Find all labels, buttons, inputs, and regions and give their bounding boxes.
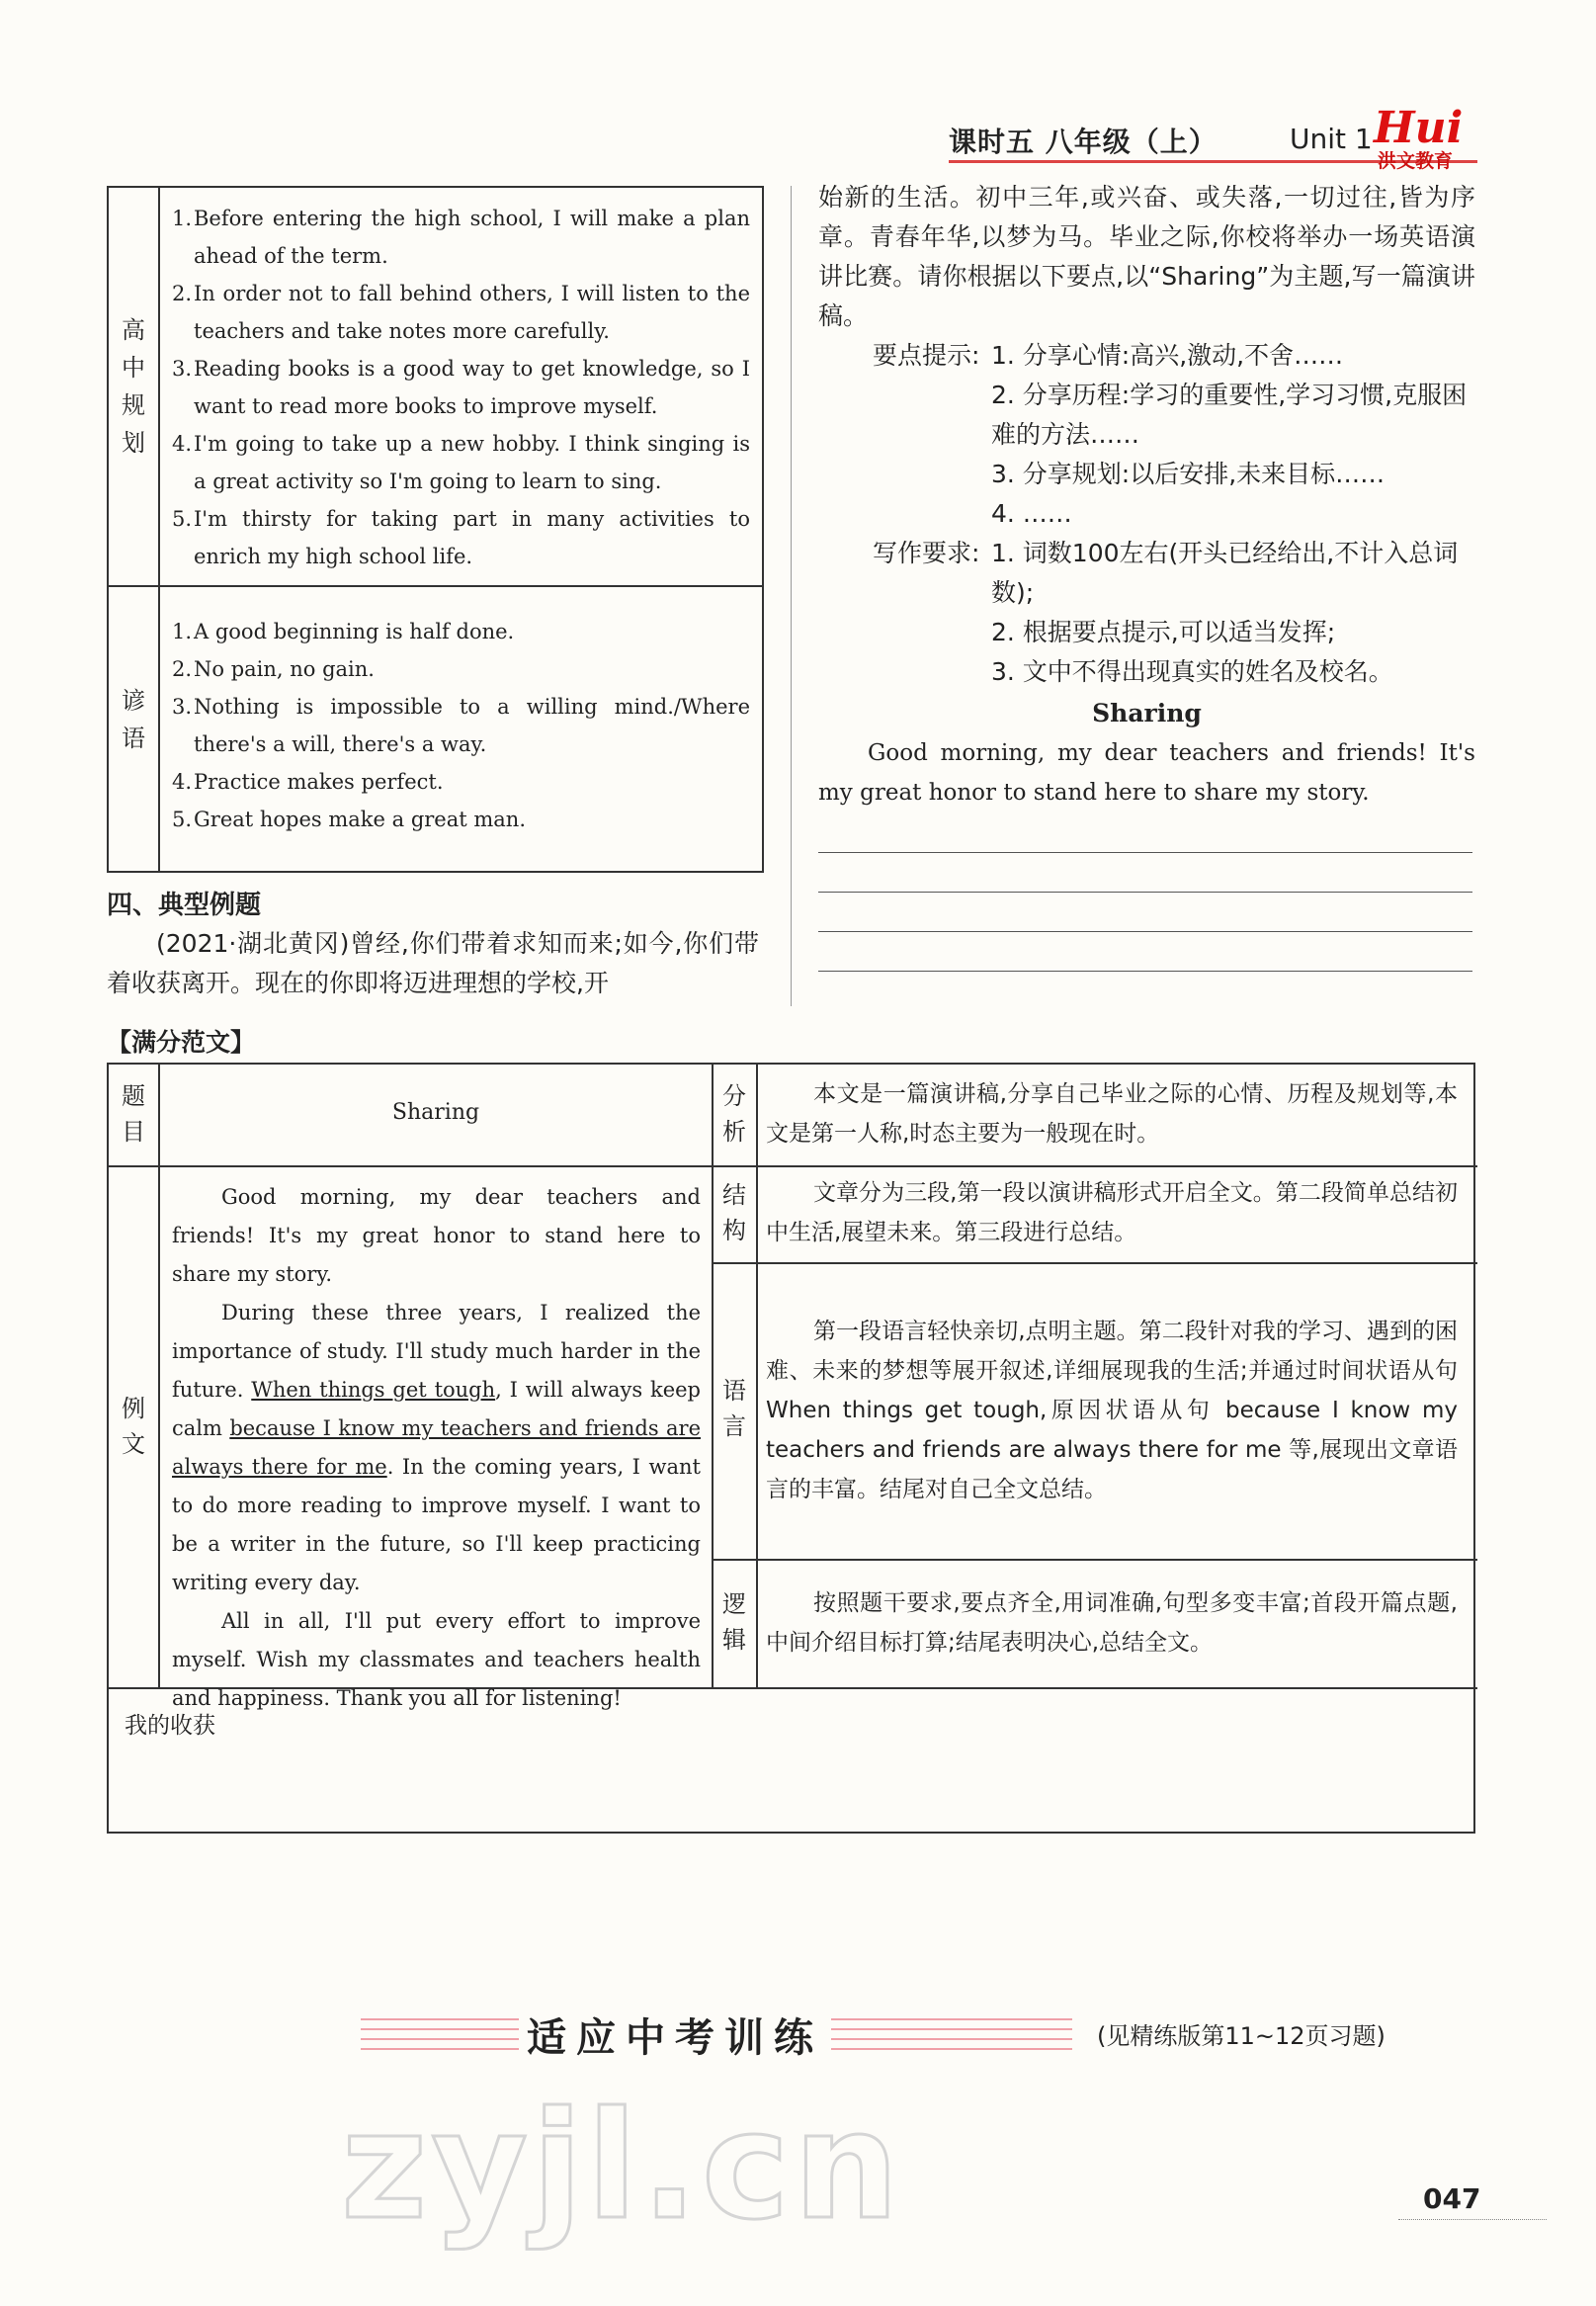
grid-line	[712, 1559, 1477, 1561]
list-item	[172, 200, 750, 275]
list-item: 1. 词数100左右(开头已经给出,不计入总词数);	[991, 539, 1459, 607]
item-text: Before entering the high school, I will make a plan ahead of the term.	[194, 207, 750, 268]
list-item	[172, 763, 750, 801]
model-essay	[172, 1178, 701, 1718]
list-item	[172, 650, 750, 688]
phrase-table	[107, 186, 764, 873]
analysis-label-text: 分析	[722, 1082, 746, 1146]
underlined-clause: because I know my teachers and friends are always there for me	[172, 1416, 701, 1479]
language-text: 第一段语言轻快亲切,点明主题。第二段针对我的学习、遇到的困难、未来的梦想等展开叙述,详细展现我的生活;并通过时间状语从句 When things get tough,原因状语从句 because I know my teachers and friends are always there for me 等,展现出文章语言的丰富。结尾对自己全文总结。	[766, 1319, 1458, 1502]
grid-line	[712, 1065, 714, 1687]
item-text: Reading books is a good way to get knowledge, so I want to read more books to improve myself.	[194, 357, 750, 418]
item-text: I'm going to take up a new hobby. I think singing is a great activity so I'm going to learn to sing.	[194, 432, 750, 493]
section-title: 四、典型例题	[107, 891, 262, 920]
item-text: Great hopes make a great man.	[194, 808, 526, 831]
writing-task	[818, 178, 1475, 812]
grid-line	[109, 1165, 712, 1167]
item-text: In order not to fall behind others, I will listen to the teachers and take notes more carefully.	[194, 282, 750, 343]
training-note: (见精练版第11~12页习题)	[1097, 2022, 1386, 2050]
requirements-block	[818, 534, 1475, 692]
brand-name: 洪文教育	[1378, 150, 1454, 172]
plan-label-text: 高中规划	[122, 316, 145, 457]
essay-text-segment: . In the coming years, I want to do more reading to improve myself. I want to be a writer in the future, so I'll keep practicing writing every day.	[172, 1455, 701, 1594]
list-item	[172, 801, 750, 838]
writing-line[interactable]	[818, 892, 1472, 893]
my-harvest-label: 我的收获	[125, 1713, 215, 1739]
item-number: 1.	[172, 620, 193, 643]
language-label-text: 语言	[722, 1377, 746, 1440]
grid-line	[158, 1065, 160, 1687]
proverb-list	[172, 613, 750, 838]
page-number: 047	[1423, 2182, 1481, 2215]
grid-line	[756, 1065, 758, 1687]
plan-list	[172, 200, 750, 575]
writing-line[interactable]	[818, 852, 1472, 853]
list-item	[172, 425, 750, 500]
watermark: zyjl.cn	[341, 2081, 903, 2253]
title-label-text: 题目	[122, 1082, 145, 1146]
publisher-logo	[1374, 103, 1492, 172]
example-label-text: 例文	[122, 1395, 145, 1458]
item-number: 3.	[172, 357, 193, 381]
structure-label-text: 结构	[722, 1181, 746, 1244]
item-text: No pain, no gain.	[194, 657, 375, 681]
essay-paragraph: Good morning, my dear teachers and friends! It's my great honor to stand here to share my story.	[172, 1185, 701, 1286]
essay-paragraph: All in all, I'll put every effort to improve myself. Wish my classmates and teachers health and happiness. Thank you all for listening!	[172, 1609, 701, 1710]
list-item: 2. 分享历程:学习的重要性,学习习惯,克服困难的方法……	[991, 381, 1468, 449]
language-label	[714, 1373, 754, 1444]
logo-mark: Hui	[1374, 103, 1464, 153]
underlined-clause: When things get tough	[251, 1378, 496, 1402]
list-item	[172, 613, 750, 650]
structure-label	[714, 1177, 754, 1248]
grid-line	[712, 1165, 1477, 1167]
requirements-label: 写作要求:	[873, 539, 980, 567]
list-item	[172, 688, 750, 763]
essay-paragraph	[172, 1294, 701, 1602]
item-number: 3.	[172, 695, 193, 719]
logic-text: 按照题干要求,要点齐全,用词准确,句型多变丰富;首段开篇点题,中间介绍目标打算;结尾表明决心,总结全文。	[766, 1590, 1458, 1656]
model-essay-table	[107, 1063, 1475, 1834]
points-block	[818, 336, 1475, 534]
grid-line	[712, 1262, 1477, 1264]
section-body: (2021·湖北黄冈)曾经,你们带着求知而来;如今,你们带着收获离开。现在的你即将迈进理想的学校,开	[107, 929, 759, 997]
writing-line[interactable]	[818, 931, 1472, 932]
task-intro: 始新的生活。初中三年,或兴奋、或失落,一切过往,皆为序章。青春年华,以梦为马。毕业之际,你校将举办一场英语演讲比赛。请你根据以下要点,以“Sharing”为主题,写一篇演讲稿。	[818, 183, 1475, 330]
page-number-rule	[1398, 2219, 1547, 2221]
table-column-divider	[158, 188, 160, 871]
list-item	[172, 350, 750, 425]
model-essay-label: 【满分范文】	[107, 1028, 256, 1057]
list-item: 4. ……	[991, 499, 1072, 528]
item-number: 4.	[172, 770, 193, 794]
item-number: 2.	[172, 657, 193, 681]
item-text: I'm thirsty for taking part in many activities to enrich my high school life.	[194, 507, 750, 568]
essay-opening: Good morning, my dear teachers and friends! It's my great honor to stand here to share my story.	[818, 740, 1475, 806]
list-item: 2. 根据要点提示,可以适当发挥;	[991, 618, 1336, 646]
item-text: Practice makes perfect.	[194, 770, 444, 794]
essay-topic: Sharing	[391, 1100, 480, 1125]
lesson-title: 课时五 八年级（上）	[949, 126, 1218, 158]
item-text: Nothing is impossible to a willing mind./Where there's a will, there's a way.	[194, 695, 750, 756]
writing-line[interactable]	[818, 971, 1472, 972]
unit-label: Unit 1	[1290, 123, 1373, 155]
training-title: 适应中考训练	[519, 2007, 831, 2063]
list-item: 1. 分享心情:高兴,激动,不舍……	[991, 341, 1344, 370]
item-number: 4.	[172, 432, 193, 456]
training-banner	[361, 2007, 1072, 2066]
list-item	[172, 275, 750, 350]
title-label	[114, 1078, 153, 1150]
proverb-label-text: 谚语	[122, 687, 145, 752]
page-header	[949, 103, 1492, 174]
proverb-label	[109, 682, 158, 757]
analysis-label	[714, 1078, 754, 1150]
item-text: A good beginning is half done.	[194, 620, 515, 643]
column-divider	[791, 186, 792, 1006]
table-row-divider	[109, 585, 762, 587]
essay-title: Sharing	[1092, 699, 1202, 727]
example-label	[114, 1391, 153, 1462]
essay-text-segment: During these three years, I realized the importance of study. I'll study much harder in the future.	[172, 1301, 701, 1402]
item-number: 2.	[172, 282, 193, 305]
item-number: 5.	[172, 808, 193, 831]
item-number: 5.	[172, 507, 193, 531]
logic-label	[714, 1586, 754, 1658]
structure-text: 文章分为三段,第一段以演讲稿形式开启全文。第二段简单总结初中生活,展望未来。第三段进行总结。	[766, 1180, 1458, 1245]
points-label: 要点提示:	[873, 341, 980, 370]
plan-label	[109, 311, 158, 462]
list-item	[172, 500, 750, 575]
logic-label-text: 逻辑	[722, 1590, 746, 1654]
essay-text-segment: , I will always keep calm	[172, 1378, 701, 1440]
item-number: 1.	[172, 207, 193, 230]
analysis-text: 本文是一篇演讲稿,分享自己毕业之际的心情、历程及规划等,本文是第一人称,时态主要为一般现在时。	[766, 1081, 1458, 1147]
list-item: 3. 文中不得出现真实的姓名及校名。	[991, 657, 1393, 686]
list-item: 3. 分享规划:以后安排,未来目标……	[991, 460, 1386, 488]
